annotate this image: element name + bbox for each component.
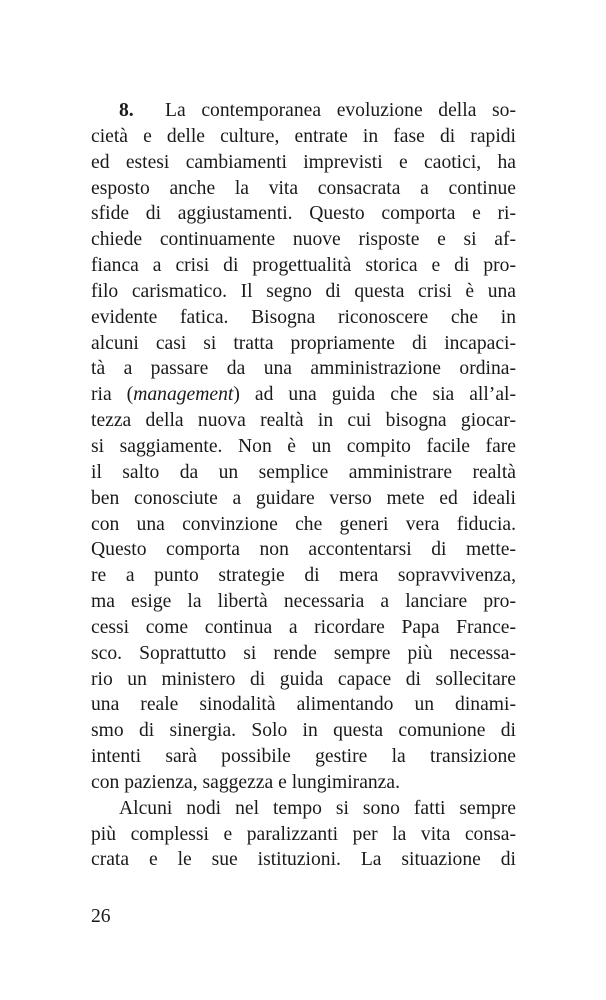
text-line: il salto da un semplice amministrare realtà — [91, 461, 516, 483]
page-number: 26 — [91, 906, 111, 927]
text-line: alcuni casi si tratta propriamente di incapaci- — [91, 332, 516, 354]
text-line: tezza della nuova realtà in cui bisogna giocar- — [91, 410, 516, 432]
text-line: Questo comporta non accontentarsi di mette- — [91, 539, 516, 561]
text-line: fianca a crisi di progettualità storica e di pro- — [91, 255, 516, 277]
text-line: una reale sinodalità alimentando un dinami- — [91, 694, 516, 716]
text-line: ria (management) ad una guida che sia all’al- — [91, 384, 517, 406]
text-line: smo di sinergia. Solo in questa comunione di — [91, 720, 516, 742]
text-line: più complessi e paralizzanti per la vita consa- — [91, 823, 516, 845]
text-line: esposto anche la vita consacrata a continue — [91, 177, 516, 199]
text-line: evidente fatica. Bisogna riconoscere che in — [91, 306, 516, 328]
text-line: ma esige la libertà necessaria a lanciare pro- — [91, 591, 516, 613]
text-line: ben conosciute a guidare verso mete ed ideali — [91, 487, 516, 509]
text-line: rio un ministero di guida capace di sollecitare — [91, 668, 516, 690]
text-line: chiede continuamente nuove risposte e si af- — [91, 229, 516, 251]
text-line: ed estesi cambiamenti imprevisti e caotici, ha — [91, 151, 516, 173]
body-text — [91, 98, 516, 873]
text-line: re a punto strategie di mera sopravvivenza, — [91, 565, 516, 587]
paragraph-number: 8. — [119, 100, 134, 121]
text-line: 8. La contemporanea evoluzione della so- — [119, 100, 516, 121]
text-line: sfide di aggiustamenti. Questo comporta e ri- — [91, 203, 516, 225]
text-line: si saggiamente. Non è un compito facile fare — [91, 435, 516, 457]
text-line: crata e le sue istituzioni. La situazione di — [91, 849, 516, 871]
text-line: filo carismatico. Il segno di questa crisi è una — [91, 280, 516, 302]
text-line: intenti sarà possibile gestire la transizione — [91, 746, 516, 768]
text-line: cessi come continua a ricordare Papa France- — [91, 616, 516, 638]
text-line: con una convinzione che generi vera fiducia. — [91, 513, 516, 535]
text-line: cietà e delle culture, entrate in fase di rapidi — [91, 125, 516, 147]
text-line: con pazienza, saggezza e lungimiranza. — [91, 771, 400, 793]
text-line: tà a passare da una amministrazione ordina- — [91, 358, 516, 380]
italic-term: management — [133, 384, 234, 406]
text-line: sco. Soprattutto si rende sempre più necessa- — [91, 642, 516, 664]
text-line: Alcuni nodi nel tempo si sono fatti sempre — [119, 797, 516, 819]
